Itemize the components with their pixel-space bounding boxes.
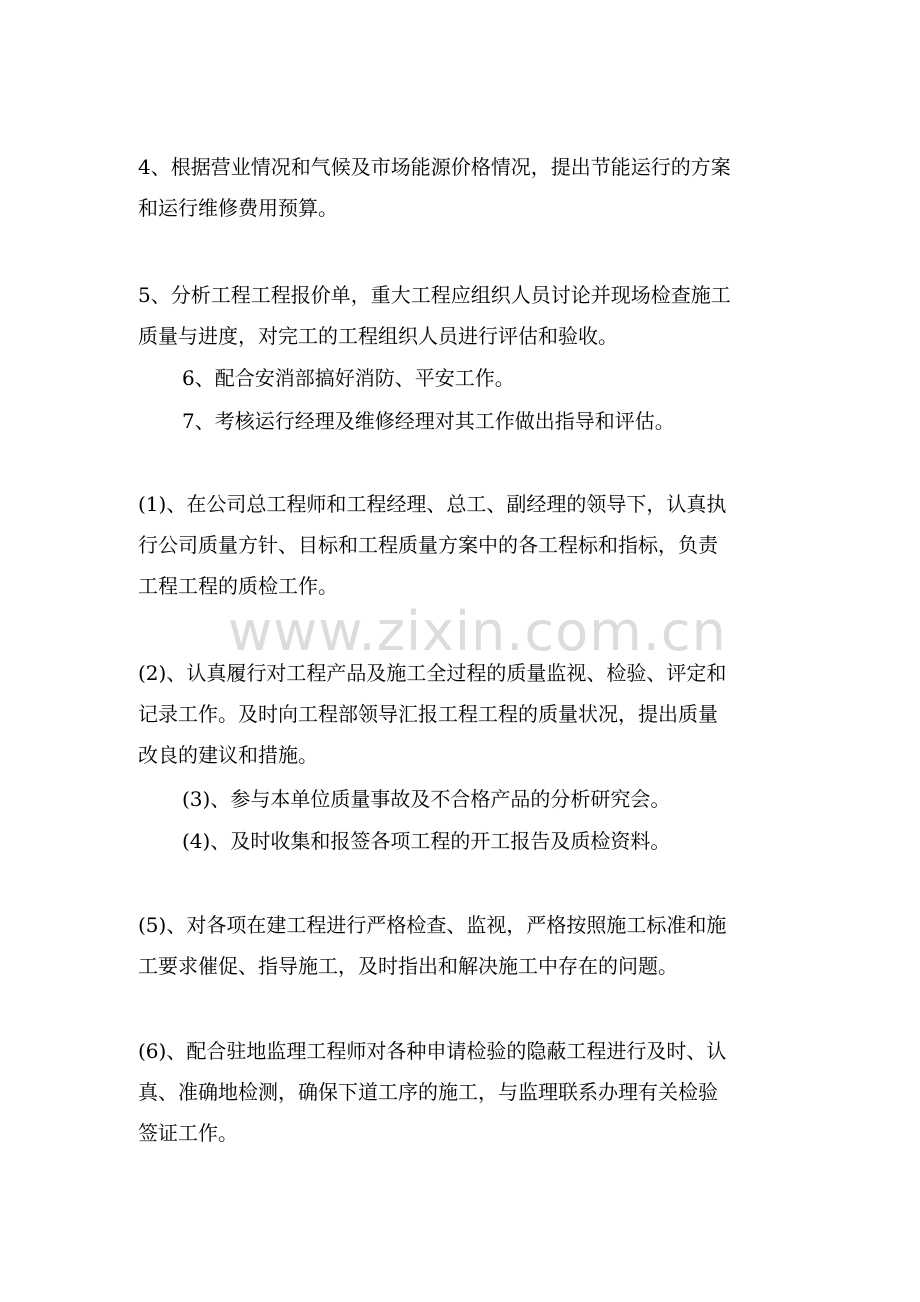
paragraph-item-7 [182,401,792,442]
paragraph-line: (3)、参与本单位质量事故及不合格产品的分析研究会。 [182,787,671,811]
paragraph-line: 工要求催促、指导施工，及时指出和解决施工中存在的问题。 [138,954,678,978]
paragraph-duty-2 [138,653,788,776]
paragraph-line: (1)、在公司总工程师和工程经理、总工、副经理的领导下，认真执 [138,492,727,516]
paragraph-line: (4)、及时收集和报签各项工程的开工报告及质检资料。 [182,829,671,853]
paragraph-line: 工程工程的质检工作。 [138,574,338,598]
paragraph-item-4 [138,147,788,229]
paragraph-line: 6、配合安消部搞好消防、平安工作。 [182,366,515,390]
paragraph-line: 签证工作。 [138,1121,238,1145]
paragraph-duty-1 [138,484,788,607]
paragraph-line: 真、准确地检测，确保下道工序的施工，与监理联系办理有关检验 [138,1080,718,1104]
paragraph-line: 5、分析工程工程报价单，重大工程应组织人员讨论并现场检查施工 [138,283,731,307]
watermark-text: www.zixin.com.cn [228,600,727,663]
paragraph-item-5 [138,275,788,357]
paragraph-line: (5)、对各项在建工程进行严格检查、监视，严格按照施工标准和施 [138,913,727,937]
paragraph-line: (6)、配合驻地监理工程师对各种申请检验的隐蔽工程进行及时、认 [138,1039,727,1063]
paragraph-duty-4 [182,821,792,862]
paragraph-duty-3 [182,779,792,820]
paragraph-line: 7、考核运行经理及维修经理对其工作做出指导和评估。 [182,409,675,433]
paragraph-line: 4、根据营业情况和气候及市场能源价格情况，提出节能运行的方案 [138,155,731,179]
paragraph-line: 行公司质量方针、目标和工程质量方案中的各工程标和指标，负责 [138,533,718,557]
paragraph-item-6 [182,358,792,399]
paragraph-duty-6 [138,1031,788,1154]
paragraph-line: (2)、认真履行对工程产品及施工全过程的质量监视、检验、评定和 [138,661,727,685]
paragraph-duty-5 [138,905,788,987]
paragraph-line: 质量与进度，对完工的工程组织人员进行评估和验收。 [138,324,618,348]
paragraph-line: 记录工作。及时向工程部领导汇报工程工程的质量状况，提出质量 [138,702,718,726]
paragraph-line: 改良的建议和措施。 [138,743,318,767]
paragraph-line: 和运行维修费用预算。 [138,196,338,220]
